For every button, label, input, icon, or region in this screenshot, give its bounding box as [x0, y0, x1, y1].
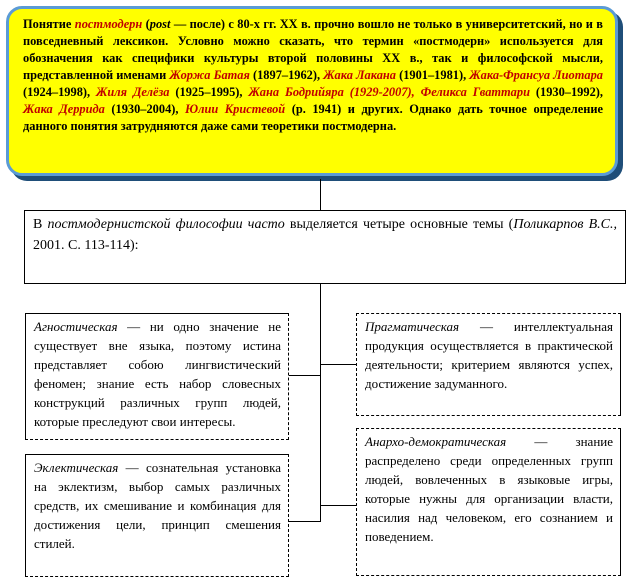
term-post: post: [149, 17, 171, 31]
connector-to-pragmatic: [320, 364, 356, 365]
name-deleuze: Жиля Делёза: [96, 85, 170, 99]
card-anarcho-democratic: [356, 428, 621, 576]
name-bataille: Жоржа Батая: [169, 68, 250, 82]
eclectic-text: — сознательная установка на эклектизм, выбор самых различных средств, их смешивание и комбинация для достижения цели, принцип смешения стилей.: [34, 460, 281, 551]
pragmatic-title: Прагматическая: [365, 319, 460, 334]
anarcho-text: — знание распределено среди определенных групп людей, вовлеченных в языковые игры, которые нужны для организации власти, насилия над человеком, его сознанием и поведением.: [365, 434, 613, 544]
name-lyotard: Жака-Франсуа Лиотара: [469, 68, 603, 82]
definition-text-11: (р. 1941) и других. Однако дать точное определение данного понятия затрудняются даже сами теоретики постмодерна.: [23, 102, 604, 133]
connector-to-eclectic: [289, 521, 320, 522]
name-guattari: Феликса Гваттари: [420, 85, 530, 99]
connector-to-agnostic: [289, 375, 320, 376]
name-lacan: Жака Лакана: [323, 68, 396, 82]
connector-trunk: [320, 284, 321, 522]
themes-postmodern-philosophy: постмодернистской философии часто: [47, 217, 285, 232]
card-eclectic: [25, 454, 289, 577]
postmodern-definition-box: [6, 6, 618, 176]
definition-text-1: Понятие: [23, 17, 75, 31]
definition-text-2: (: [142, 17, 150, 31]
themes-text-1: В: [33, 217, 48, 232]
definition-text-9: (1930–1992),: [529, 85, 603, 99]
themes-box: [24, 210, 626, 284]
definition-text-5: (1901–1981),: [395, 68, 470, 82]
connector-top-to-themes: [320, 179, 321, 210]
definition-text-3: — после) с 80-х гг. XX в. прочно вошло не только в университетский, но и в повседневный лексикон. Условно можно сказать, что термин «постмодерн» используется для обозначения как специфики культуры второй половины XX в., так и философской мысли, представленной именами: [23, 17, 604, 82]
name-kristeva: Юлии Кристевой: [185, 102, 286, 116]
anarcho-title: Анархо-демократическая: [365, 434, 507, 449]
agnostic-text: — ни одно значение не существует вне языка, поэтому истина представляет собою лингвистический феномен; знание есть набор словесных конструкций различных групп людей, которые преследуют свои интересы.: [34, 319, 281, 429]
term-postmodern: постмодерн: [74, 17, 143, 31]
definition-text-6: (1924–1998),: [23, 85, 97, 99]
themes-text-2: выделяется четыре основные темы (: [284, 217, 514, 232]
card-pragmatic: [356, 313, 621, 416]
name-baudrillard: Жана Бодрийяра (1929-2007),: [248, 85, 415, 99]
card-agnostic: [25, 313, 289, 440]
pragmatic-text: — интеллектуальная продукция осуществляется в практической деятельности; критерием являются успех, достижение задуманного.: [365, 319, 613, 391]
connector-to-anarcho: [320, 505, 356, 506]
themes-citation-author: Поликарпов В.С.,: [513, 217, 618, 232]
agnostic-title: Агностическая: [34, 319, 118, 334]
eclectic-title: Эклектическая: [34, 460, 119, 475]
definition-text-4: (1897–1962),: [249, 68, 324, 82]
themes-text-3: 2001. С. 113-114):: [33, 238, 139, 253]
name-derrida: Жака Деррида: [23, 102, 105, 116]
definition-text-10: (1930–2004),: [104, 102, 186, 116]
definition-text-7: (1925–1995),: [169, 85, 249, 99]
